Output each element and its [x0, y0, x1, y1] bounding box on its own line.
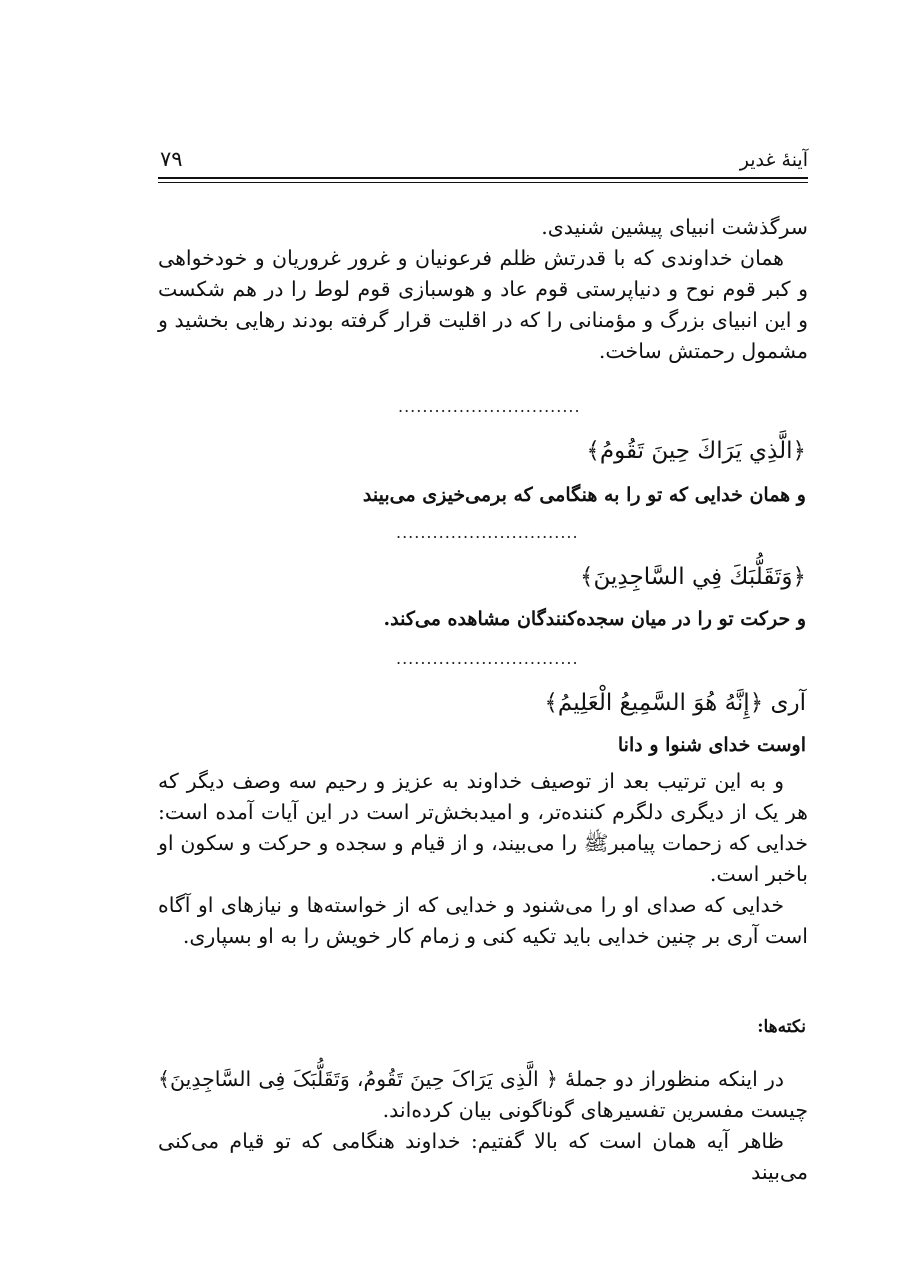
verse-3-translation: اوست خدای شنوا و دانا — [617, 734, 806, 756]
header-rule — [158, 177, 808, 179]
notes-block — [158, 1064, 808, 1188]
verse-1-arabic: ﴿الَّذِي يَرَاكَ حِينَ تَقُومُ﴾ — [586, 438, 806, 464]
verse-2-arabic: ﴿وَتَقَلُّبَكَ فِي السَّاجِدِينَ﴾ — [580, 564, 806, 590]
page-number: ۷۹ — [160, 147, 183, 171]
verse-1-translation: و همان خدایی که تو را به هنگامی که برمی‌خیزی می‌بیند — [362, 484, 806, 506]
header-rule-thin — [158, 182, 808, 183]
intro-paragraph: همان خداوندی که با قدرتش ظلم فرعونیان و غرور غروریان و خودخواهی و کبر قوم نوح و دنیاپرستی قوم عاد و هوسبازی قوم لوط را در هم شکست و این انبیای بزرگ و مؤمنانی را که در اقلیت قرار گرفته بودند رهایی بخشید و مشمول رحمتش ساخت. — [158, 246, 808, 363]
explanation-block — [158, 766, 808, 952]
intro-line: سرگذشت انبیای پیشین شنیدی. — [541, 215, 808, 239]
notes-paragraph: ظاهر آیه همان است که بالا گفتیم: خداوند هنگامی که تو قیام می‌کنی می‌بیند — [158, 1129, 808, 1184]
explanation-paragraph: و به این ترتیب بعد از توصیف خداوند به عزیز و رحیم سه وصف دیگر که هر یک از دیگری دلگرم کننده‌تر، و امیدبخش‌تر است در این آیات آمده است: خدایی که زحمات پیامبرﷺ را می‌بیند، و از قیام و سجده و حرکت و سکون او باخبر است. — [158, 769, 808, 886]
book-title: آینهٔ غدیر — [739, 149, 808, 171]
separator: .............................. — [396, 649, 579, 668]
explanation-paragraph: خدایی که صدای او را می‌شنود و خدایی که از خواسته‌ها و نیازهای او آگاه است آری بر چنین خدایی باید تکیه کنی و زمام کار خویش را به او بسپاری. — [158, 893, 808, 948]
running-header — [158, 143, 808, 177]
separator: .............................. — [398, 397, 581, 416]
notes-paragraph: در اینکه منظوراز دو جملهٔ ﴿ الَّذِی یَرَاکَ حِینَ تَقُومُ، وَتَقَلُّبَکَ فِی السَّاجِدِینَ﴾ چیست مفسرین تفسیرهای گوناگونی بیان کرده‌اند. — [158, 1067, 808, 1122]
notes-heading: نکته‌ها: — [757, 1017, 806, 1037]
separator: .............................. — [396, 523, 579, 542]
verse-3-arabic: آری ﴿إِنَّهُ هُوَ السَّمِيعُ الْعَلِيمُ﴾ — [544, 690, 806, 716]
verse-2-translation: و حرکت تو را در میان سجده‌کنندگان مشاهده می‌کند. — [383, 608, 806, 630]
intro-block — [158, 212, 808, 367]
